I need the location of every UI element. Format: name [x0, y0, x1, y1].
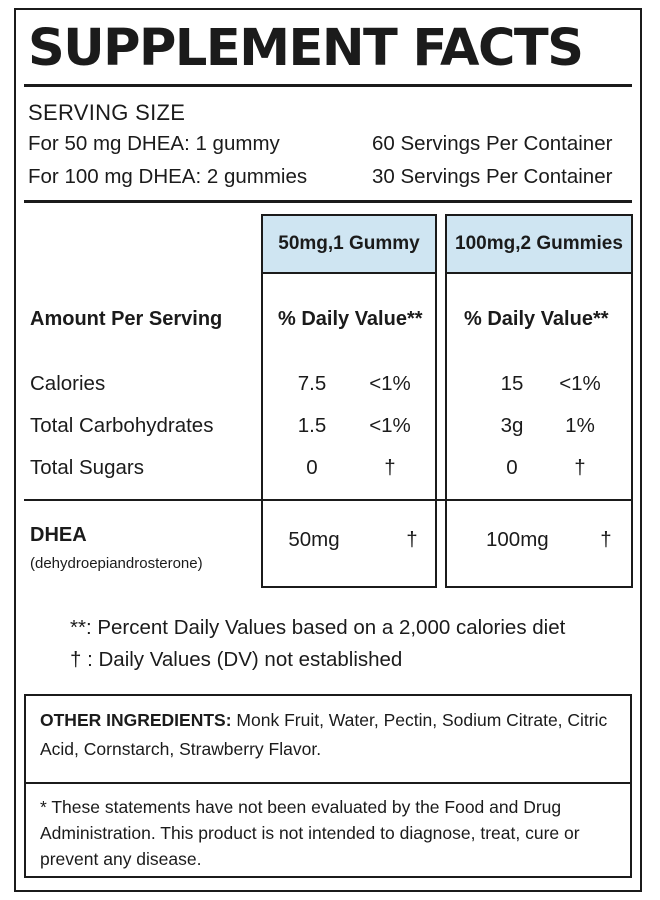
dhea-subname: (dehydroepiandrosterone): [30, 555, 203, 572]
daily-value-heading-2: % Daily Value**: [464, 308, 609, 330]
disclaimer-text: * These statements have not been evaluated by the Food and Drug Administration. This product is not intended to diagnose, treat, cure or prevent any disease.: [40, 797, 580, 869]
ingredients-box: [24, 694, 632, 784]
nutrient-amount-50mg: 0: [306, 456, 318, 479]
supplement-facts-panel: [14, 8, 642, 892]
nutrient-dv-50mg: <1%: [369, 414, 411, 437]
nutrient-amount-100mg: 3g: [500, 414, 524, 437]
serving-row-1-left: For 50 mg DHEA: 1 gummy: [28, 132, 280, 155]
ingredients-text: Monk Fruit, Water, Pectin, Sodium Citrate, Citric Acid, Cornstarch, Strawberry Flavor.: [40, 710, 608, 759]
serving-row-2-left: For 100 mg DHEA: 2 gummies: [28, 165, 308, 188]
footnote-not-established: † : Daily Values (DV) not established: [70, 648, 403, 671]
ingredients-label: OTHER INGREDIENTS:: [40, 710, 232, 730]
nutrient-dv-100mg: 1%: [565, 414, 595, 437]
dhea-divider: [24, 499, 632, 501]
panel-title: SUPPLEMENT FACTS: [28, 19, 583, 78]
daily-value-heading-1: % Daily Value**: [278, 308, 423, 330]
nutrient-dv-100mg: <1%: [559, 372, 601, 395]
dhea-dv-100mg: †: [600, 528, 612, 551]
nutrient-dv-50mg: <1%: [369, 372, 411, 395]
dhea-dv-50mg: †: [406, 528, 418, 551]
dhea-amount-100mg: 100mg: [486, 528, 549, 551]
serving-row-2-right: 30 Servings Per Container: [372, 165, 613, 188]
nutrient-name: Total Sugars: [30, 456, 144, 479]
serving-row-1-right: 60 Servings Per Container: [372, 132, 613, 155]
title-divider: [24, 84, 632, 87]
nutrient-name: Total Carbohydrates: [30, 414, 214, 437]
nutrient-dv-100mg: †: [574, 456, 586, 479]
column-header-100mg: 100mg,2 Gummies: [447, 216, 631, 274]
dhea-name: DHEA: [30, 524, 87, 546]
dhea-amount-50mg: 50mg: [288, 528, 340, 551]
serving-divider: [24, 200, 632, 203]
column-header-50mg: 50mg,1 Gummy: [263, 216, 435, 274]
nutrient-amount-100mg: 0: [506, 456, 518, 479]
nutrient-dv-50mg: †: [384, 456, 396, 479]
disclaimer-box: [24, 782, 632, 878]
nutrient-amount-100mg: 15: [500, 372, 524, 395]
serving-size-heading: SERVING SIZE: [28, 100, 186, 125]
nutrient-name: Calories: [30, 372, 106, 395]
footnote-daily-value: **: Percent Daily Values based on a 2,000 calories diet: [70, 616, 566, 639]
nutrient-amount-50mg: 7.5: [297, 372, 327, 395]
nutrient-amount-50mg: 1.5: [297, 414, 327, 437]
amount-per-serving-heading: Amount Per Serving: [30, 308, 223, 330]
